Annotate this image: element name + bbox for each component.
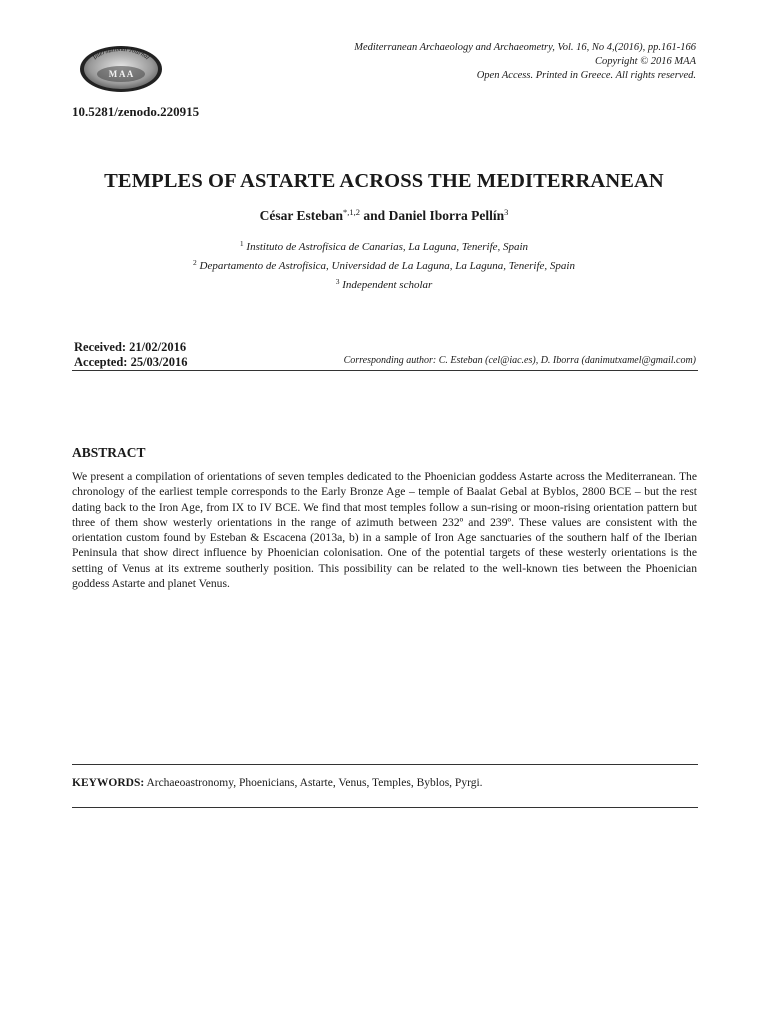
received-date: Received: 21/02/2016 <box>74 340 187 354</box>
access-line: Open Access. Printed in Greece. All rights reserved. <box>476 70 696 81</box>
affiliation-text: Departamento de Astrofísica, Universidad de La Laguna, La Laguna, Tenerife, Spain <box>196 260 575 272</box>
doi[interactable]: 10.5281/zenodo.220915 <box>72 104 200 119</box>
paper-title: TEMPLES OF ASTARTE ACROSS THE MEDITERRANEAN <box>104 170 664 192</box>
dates <box>74 340 188 370</box>
logo-arc-text: International Journal <box>91 45 151 62</box>
keywords-top-divider <box>72 764 698 765</box>
accepted-date: Accepted: 25/03/2016 <box>74 355 188 369</box>
abstract-heading: ABSTRACT <box>72 445 146 460</box>
keywords-list: Archaeoastronomy, Phoenicians, Astarte, Venus, Temples, Byblos, Pyrgi. <box>144 777 483 789</box>
journal-logo <box>78 44 164 94</box>
author-connector: and <box>360 208 389 223</box>
author-line <box>0 207 768 224</box>
logo-center-text: M A A <box>108 69 134 79</box>
affiliation-num: 2 <box>193 258 197 267</box>
keywords-bottom-divider <box>72 807 698 808</box>
affiliation-text: Instituto de Astrofísica de Canarias, La Laguna, Tenerife, Spain <box>243 241 529 253</box>
affiliation-num: 3 <box>335 277 340 286</box>
author-2: Daniel Iborra Pellín <box>388 208 505 223</box>
corresponding-author[interactable]: Corresponding author: C. Esteban (cel@iac.es), D. Iborra (danimutxamel@gmail.com) <box>343 355 696 366</box>
journal-header <box>236 41 696 83</box>
affiliation-3 <box>0 274 768 293</box>
journal-citation: Mediterranean Archaeology and Archaeometry, Vol. 16, No 4,(2016), pp.161-166 <box>354 42 696 53</box>
copyright-line: Copyright © 2016 MAA <box>594 56 696 67</box>
author-1: César Esteban <box>259 208 344 223</box>
affiliation-text: Independent scholar <box>339 279 433 291</box>
author-1-affil: *,1,2 <box>343 207 361 217</box>
author-2-affil: 3 <box>504 207 509 217</box>
keywords <box>72 777 483 789</box>
affiliation-num: 1 <box>239 239 244 248</box>
affiliation-2 <box>0 255 768 274</box>
affiliation-1 <box>0 236 768 255</box>
affiliations <box>0 236 768 293</box>
keywords-label: KEYWORDS: <box>72 777 145 789</box>
header-divider <box>72 370 698 371</box>
abstract-text: We present a compilation of orientations of seven temples dedicated to the Phoenician goddess Astarte across the Mediterranean. The chronology of the earliest temple corresponds to the Early Bronze Age – temple of Baalat Gebal at Byblos, 2800 BCE – but the rest dating back to the Iron Age, from IX to IV BCE. We find that most temples follow a sun-rising or moon-rising orientation pattern but three of them show westerly orientations in the range of azimuth between 232º and 239º. These values are consistent with the orientation custom found by Esteban & Escacena (2013a, b) in a sample of Iron Age sanctuaries of the southern half of the Iberian Peninsula that show direct influence by Phoenician colonisation. One of the potential targets of these westerly orientations is the setting of Venus at its extreme southerly position. This possibility can be related to the well-known ties between the Phoenician goddess Astarte and planet Venus. <box>72 470 697 591</box>
